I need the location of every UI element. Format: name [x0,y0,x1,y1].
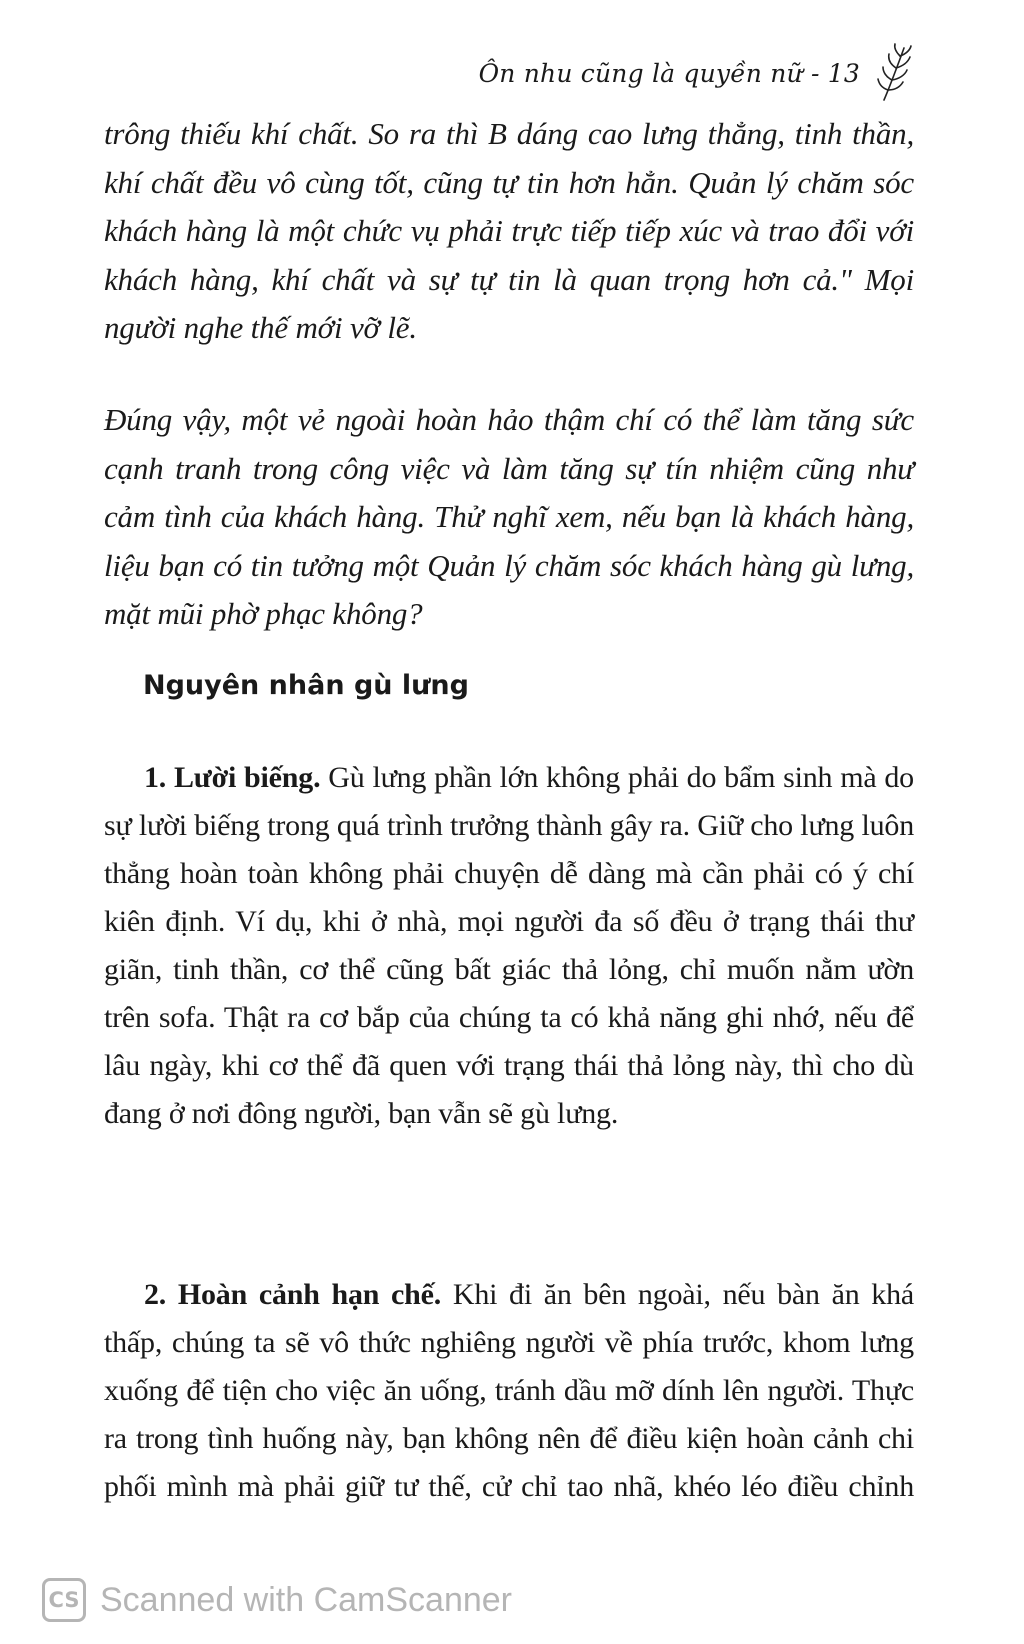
cause-item-1-body: Gù lưng phần lớn không phải do bẩm sinh mà do sự lười biếng trong quá trình trưởng thành gây ra. Giữ cho lưng luôn thẳng hoàn toàn không phải chuyện dễ dàng mà cần phải có ý chí kiên định. Ví dụ, khi ở nhà, mọi người đa số đều ở trạng thái thư giãn, tinh thần, cơ thể cũng bất giác thả lỏng, chỉ muốn nằm ườn trên sofa. Thật ra cơ bắp của chúng ta có khả năng ghi nhớ, nếu để lâu ngày, khi cơ thể đã quen với trạng thái thả lỏng này, thì cho dù đang ở nơi đông người, bạn vẫn sẽ gù lưng. [104,761,914,1130]
watermark-text: Scanned with CamScanner [100,1580,513,1619]
cause-item-2-title: 2. Hoàn cảnh hạn chế. [144,1278,442,1311]
page-header [479,42,914,104]
leaf-sprig-icon [874,42,914,104]
cause-item-2-body: Khi đi ăn bên ngoài, nếu bàn ăn khá thấp, chúng ta sẽ vô thức nghiêng người về phía trước, khom lưng xuống để tiện cho việc ăn uống, tránh dầu mỡ dính lên người. Thực ra trong tình huống này, bạn không nên để điều kiện hoàn cảnh chi phối mình mà phải giữ tư thế, cử chỉ tao nhã, khéo léo điều chỉnh [104,1278,914,1503]
camscanner-logo-icon: CS [42,1578,86,1622]
scanner-watermark [42,1578,512,1622]
cause-item-1 [104,754,914,1138]
running-title: Ôn nhu cũng là quyền nữ - 13 [478,58,860,88]
cause-item-1-title: 1. Lười biếng. [144,761,321,794]
cause-item-2 [104,1271,914,1511]
paragraph-continuation: trông thiếu khí chất. So ra thì B dáng cao lưng thẳng, tinh thần, khí chất đều vô cùng tốt, cũng tự tin hơn hẳn. Quản lý chăm sóc khách hàng là một chức vụ phải trực tiếp tiếp xúc và trao đổi với khách hàng, khí chất và sự tự tin là quan trọng hơn cả." Mọi người nghe thế mới vỡ lẽ. [104,116,914,345]
paragraph-appearance: Đúng vậy, một vẻ ngoài hoàn hảo thậm chí có thể làm tăng sức cạnh tranh trong công việc và làm tăng sự tín nhiệm cũng như cảm tình của khách hàng. Thử nghĩ xem, nếu bạn là khách hàng, liệu bạn có tin tưởng một Quản lý chăm sóc khách hàng gù lưng, mặt mũi phờ phạc không? [104,402,914,631]
section-heading: Nguyên nhân gù lưng [143,670,469,701]
